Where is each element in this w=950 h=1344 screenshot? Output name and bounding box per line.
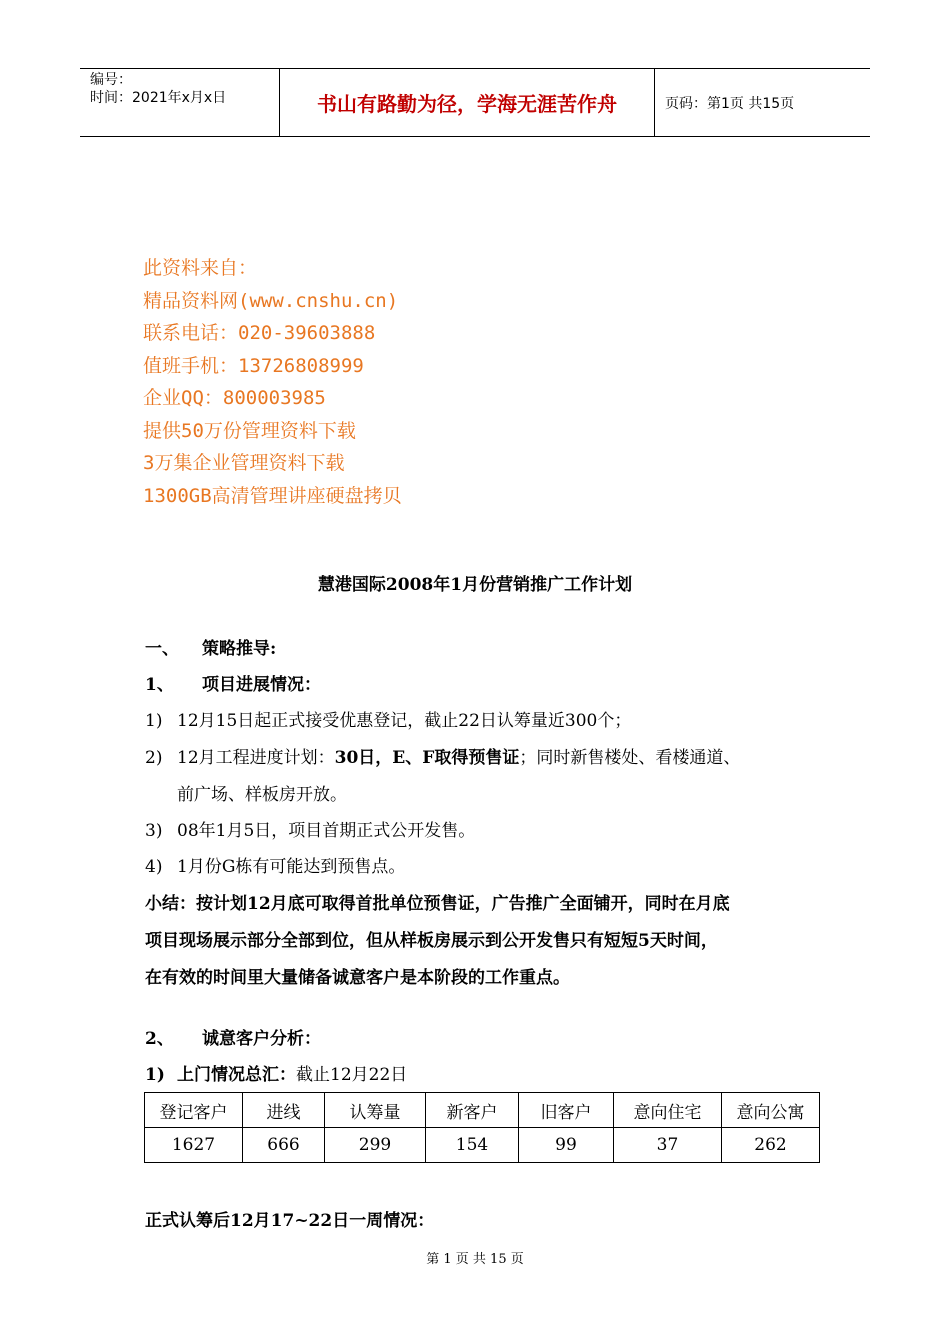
visit-summary-date: 截止12月22日 <box>296 1065 408 1085</box>
header-motto: 书山有路勤为径，学海无涯苦作舟 <box>280 69 655 136</box>
table-header-cell: 新客户 <box>426 1093 519 1128</box>
doc-number-label: 编号： <box>90 72 132 88</box>
summary-line: 小结：按计划12月底可取得首批单位预售证，广告推广全面铺开，同时在月底 <box>145 894 730 914</box>
table-header-cell: 意向住宅 <box>614 1093 722 1128</box>
header-page-info: 页码：第1页 共15页 <box>665 95 795 112</box>
table-header-row <box>145 1093 820 1128</box>
table-cell: 666 <box>243 1128 325 1163</box>
promo-line: 此资料来自： <box>143 257 258 279</box>
table-cell: 154 <box>426 1128 519 1163</box>
list-text-bold: 30日，E、F取得预售证 <box>334 748 520 768</box>
list-text: 08年1月5日，项目首期正式公开发售。 <box>177 821 476 841</box>
promo-line: 1300GB高清管理讲座硬盘拷贝 <box>143 484 402 507</box>
table-cell: 262 <box>722 1128 820 1163</box>
table-cell: 299 <box>325 1128 426 1163</box>
table-header-cell: 登记客户 <box>145 1093 243 1128</box>
visit-summary-heading <box>145 1060 407 1085</box>
promo-line: 值班手机：13726808999 <box>143 354 364 377</box>
table-cell: 37 <box>614 1128 722 1163</box>
list-text: 12月工程进度计划： <box>177 748 335 768</box>
subsection-heading <box>145 1024 321 1049</box>
promo-line: 提供50万份管理资料下载 <box>143 419 356 442</box>
doc-date: 时间：2021年x月x日 <box>90 90 227 106</box>
list-item-continuation: 前广场、样板房开放。 <box>177 785 347 805</box>
section-label: 策略推导: <box>202 639 277 659</box>
subsection-label: 项目进展情况： <box>202 675 321 695</box>
table-row <box>145 1128 820 1163</box>
document-title: 慧港国际2008年1月份营销推广工作计划 <box>317 575 633 595</box>
list-text: 1月份G栋有可能达到预售点。 <box>177 857 406 877</box>
list-number: 4) <box>145 857 163 877</box>
promo-block <box>143 252 402 512</box>
page-footer: 第 1 页 共 15 页 <box>426 1252 524 1267</box>
list-number: 3) <box>145 821 163 841</box>
promo-line: 精品资料网(www.cnshu.cn) <box>143 289 399 312</box>
promo-line: 企业QQ：800003985 <box>143 387 326 409</box>
list-item <box>145 816 475 841</box>
table-header-cell: 旧客户 <box>519 1093 614 1128</box>
list-item <box>145 852 405 877</box>
list-text: ；同时新售楼处、看楼通道、 <box>519 748 741 768</box>
list-item <box>145 743 740 768</box>
subsection-label: 诚意客户分析： <box>202 1029 321 1049</box>
visit-summary-label: 上门情况总汇： <box>177 1065 296 1085</box>
table-cell: 1627 <box>145 1128 243 1163</box>
section-heading <box>145 634 276 659</box>
table-header-cell: 认筹量 <box>325 1093 426 1128</box>
list-number: 2) <box>145 748 163 768</box>
header-meta <box>80 69 280 136</box>
list-number: 1) <box>145 1065 165 1085</box>
summary-line: 项目现场展示部分全部到位，但从样板房展示到公开发售只有短短5天时间， <box>145 931 718 951</box>
subsection-heading <box>145 670 321 695</box>
list-item <box>145 706 631 731</box>
promo-line: 3万集企业管理资料下载 <box>143 452 345 474</box>
subsection-number: 2、 <box>145 1029 174 1049</box>
week-heading: 正式认筹后12月17~22日一周情况： <box>145 1211 435 1231</box>
table-header-cell: 进线 <box>243 1093 325 1128</box>
page-header <box>80 68 870 137</box>
promo-line: 联系电话：020-39603888 <box>143 322 376 344</box>
list-number: 1) <box>145 711 163 731</box>
summary-line: 在有效的时间里大量储备诚意客户是本阶段的工作重点。 <box>145 968 570 988</box>
list-text: 12月15日起正式接受优惠登记，截止22日认筹量近300个； <box>177 711 632 731</box>
section-number: 一、 <box>145 639 179 659</box>
subsection-number: 1、 <box>145 675 174 695</box>
customer-stats-table <box>144 1092 820 1163</box>
table-cell: 99 <box>519 1128 614 1163</box>
table-header-cell: 意向公寓 <box>722 1093 820 1128</box>
